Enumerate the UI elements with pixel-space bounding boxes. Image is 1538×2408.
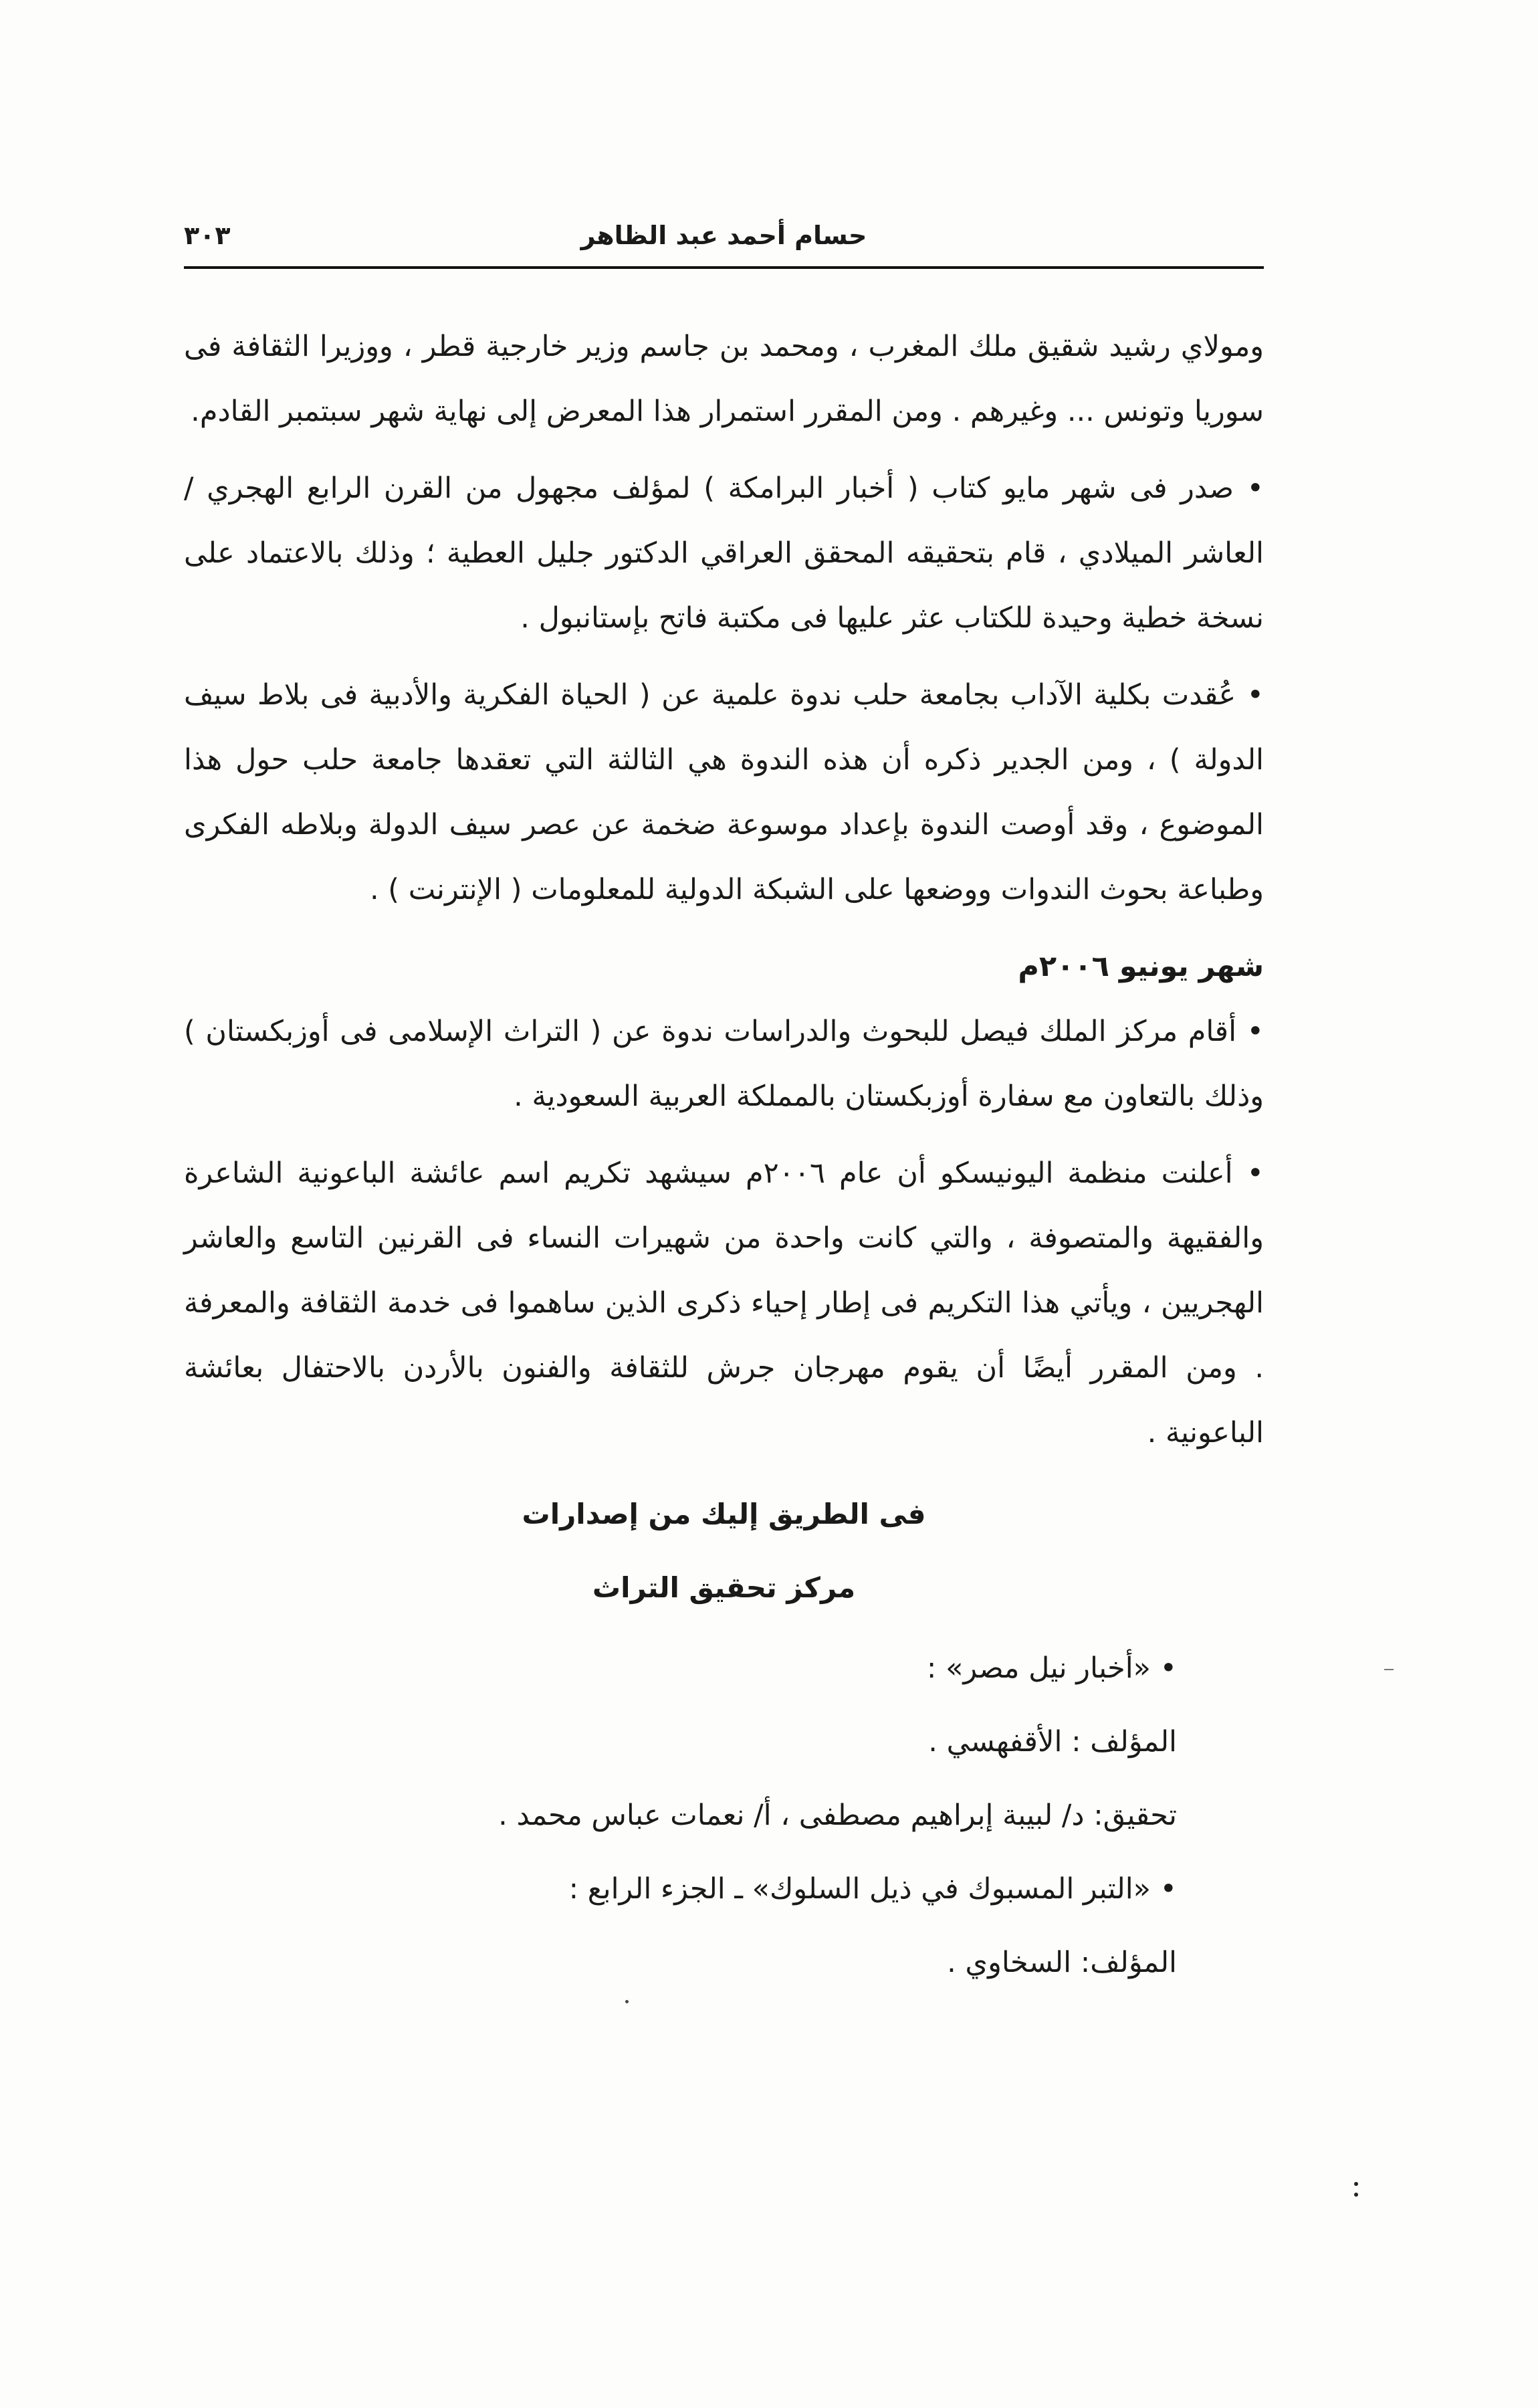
scan-speck xyxy=(625,2000,629,2003)
list-item: تحقيق: د/ لبيبة إبراهيم مصطفى ، أ/ نعمات عباس محمد . xyxy=(498,1799,1177,1832)
list-item: • «التبر المسبوك في ذيل السلوك» ـ الجزء الرابع : xyxy=(568,1872,1177,1906)
list-item: • «أخبار نيل مصر» : xyxy=(926,1651,1177,1685)
scan-speck xyxy=(1354,2193,1358,2197)
paragraph-exhibition-continued: ومولاي رشيد شقيق ملك المغرب ، ومحمد بن جاسم وزير خارجية قطر ، ووزيرا الثقافة فى سوريا وتونس ... وغيرهم . ومن المقرر استمرار هذا المعرض إلى نهاية شهر سبتمبر القادم. xyxy=(184,330,1264,428)
header-rule xyxy=(184,266,1264,269)
paragraph-uzbekistan-symposium: • أقام مركز الملك فيصل للبحوث والدراسات ندوة عن ( التراث الإسلامى فى أوزبكستان ) وذلك بالتعاون مع سفارة أوزبكستان بالمملكة العربية السعودية . xyxy=(184,1015,1264,1113)
list-item: المؤلف: السخاوي . xyxy=(947,1946,1177,1979)
publications-heading: فى الطريق إليك من إصدارات xyxy=(522,1498,926,1530)
running-header xyxy=(184,214,1264,254)
scan-speck xyxy=(1354,2182,1358,2186)
paragraph-barmakids-book: • صدر فى شهر مايو كتاب ( أخبار البرامكة ) لمؤلف مجهول من القرن الرابع الهجري / العاشر الميلادي ، قام بتحقيقه المحقق العراقي الدكتور جليل العطية ؛ وذلك بالاعتماد على نسخة خطية وحيدة للكتاب عثر عليها فى مكتبة فاتح بإستانبول . xyxy=(184,472,1264,635)
publications-list xyxy=(184,1631,1177,1999)
scan-margin-mark xyxy=(1384,1669,1394,1670)
paragraph-aleppo-symposium: • عُقدت بكلية الآداب بجامعة حلب ندوة علمية عن ( الحياة الفكرية والأدبية فى بلاط سيف الدولة ) ، ومن الجدير ذكره أن هذه الندوة هي الثالثة التي تعقدها جامعة حلب حول هذا الموضوع ، وقد أوصت الندوة بإعداد موسوعة ضخمة عن عصر سيف الدولة وبلاطه الفكرى وطباعة بحوث الندوات ووضعها على الشبكة الدولية للمعلومات ( الإنترنت ) . xyxy=(184,678,1264,906)
page-body xyxy=(184,314,1264,1999)
page-number: ٣٠٣ xyxy=(184,221,231,250)
header-author: حسام أحمد عبد الظاهر xyxy=(580,221,867,250)
list-item: المؤلف : الأقفهسي . xyxy=(928,1725,1177,1759)
paragraph-unesco-aisha: • أعلنت منظمة اليونيسكو أن عام ٢٠٠٦م سيشهد تكريم اسم عائشة الباعونية الشاعرة والفقيهة والمتصوفة ، والتي كانت واحدة من شهيرات النساء فى القرنين التاسع والعاشر الهجريين ، ويأتي هذا التكريم فى إطار إحياء ذكرى الذين ساهموا فى خدمة الثقافة والمعرفة . ومن المقرر أيضًا أن يقوم مهرجان جرش للثقافة والفنون بالأردن بالاحتفال بعائشة الباعونية . xyxy=(184,1157,1264,1449)
month-heading: شهر يونيو ٢٠٠٦م xyxy=(1018,950,1264,983)
publisher-heading: مركز تحقيق التراث xyxy=(592,1571,856,1604)
